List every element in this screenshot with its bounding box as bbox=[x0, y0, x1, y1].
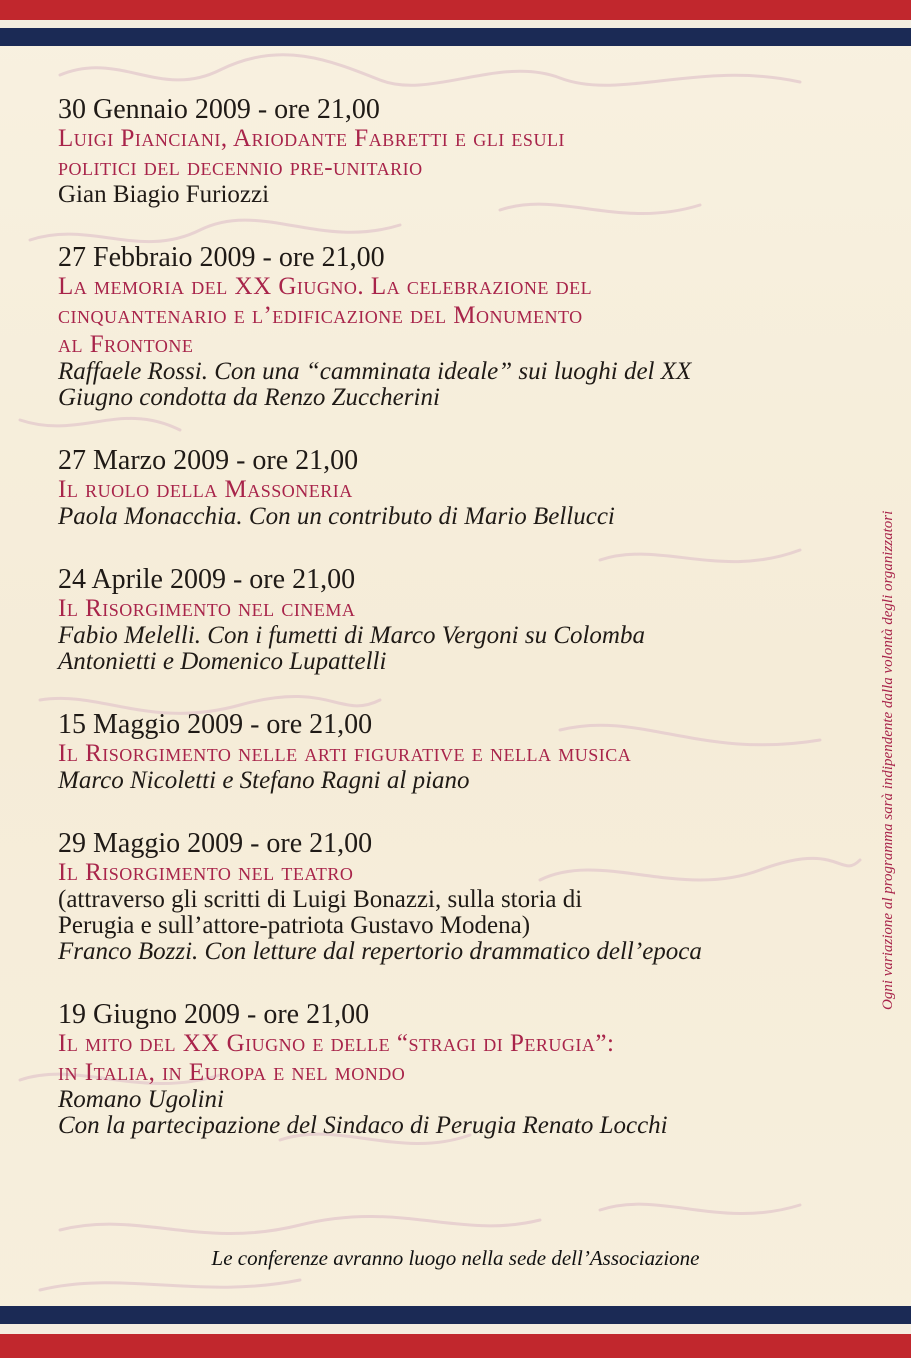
side-disclaimer: Ogni variazione al programma sarà indipendente dalla volontà degli organizzatori bbox=[880, 510, 896, 1010]
event-date: 27 Marzo 2009 - ore 21,00 bbox=[58, 445, 359, 476]
event-date: 15 Maggio 2009 - ore 21,00 bbox=[58, 709, 373, 740]
event-title: La memoria del XX Giugno. La celebrazione del cinquantenario e l’edificazione del Monumento al Frontone bbox=[58, 273, 593, 358]
event-1 bbox=[58, 96, 858, 208]
event-speaker: Raffaele Rossi. Con una “camminata ideale” sui luoghi del XX Giugno condotta da Renzo Zuccherini bbox=[58, 358, 692, 411]
event-title: Il Risorgimento nelle arti figurative e nella musica bbox=[58, 740, 632, 767]
event-7 bbox=[58, 1001, 858, 1139]
event-speaker: Romano Ugolini Con la partecipazione del Sindaco di Perugia Renato Locchi bbox=[58, 1086, 668, 1139]
event-speaker: Marco Nicoletti e Stefano Ragni al piano bbox=[58, 767, 470, 794]
event-date: 29 Maggio 2009 - ore 21,00 bbox=[58, 828, 373, 859]
venue-footer: Le conferenze avranno luogo nella sede dell’Associazione bbox=[211, 1246, 700, 1270]
event-5 bbox=[58, 711, 858, 794]
bottom-white-band bbox=[0, 1324, 911, 1334]
events-list bbox=[58, 96, 858, 1175]
event-date: 30 Gennaio 2009 - ore 21,00 bbox=[58, 94, 380, 125]
event-title: Il ruolo della Massoneria bbox=[58, 476, 353, 503]
bottom-red-band bbox=[0, 1334, 911, 1358]
bottom-navy-band bbox=[0, 1306, 911, 1324]
top-navy-band bbox=[0, 28, 911, 46]
event-date: 19 Giugno 2009 - ore 21,00 bbox=[58, 999, 370, 1030]
event-note: (attraverso gli scritti di Luigi Bonazzi, sulla storia di Perugia e sull’attore-patriota Gustavo Modena) bbox=[58, 886, 583, 939]
event-date: 27 Febbraio 2009 - ore 21,00 bbox=[58, 242, 385, 273]
event-speaker: Fabio Melelli. Con i fumetti di Marco Vergoni su Colomba Antonietti e Domenico Lupattelli bbox=[58, 622, 645, 675]
event-6 bbox=[58, 830, 858, 965]
top-white-band bbox=[0, 20, 911, 28]
event-date: 24 Aprile 2009 - ore 21,00 bbox=[58, 564, 356, 595]
event-4 bbox=[58, 566, 858, 675]
event-speaker: Gian Biagio Furiozzi bbox=[58, 181, 270, 208]
event-speaker: Paola Monacchia. Con un contributo di Mario Bellucci bbox=[58, 503, 615, 530]
event-title: Il mito del XX Giugno e delle “stragi di Perugia”: in Italia, in Europa e nel mondo bbox=[58, 1030, 615, 1086]
event-2 bbox=[58, 244, 858, 411]
top-red-band bbox=[0, 0, 911, 20]
event-speaker: Franco Bozzi. Con letture dal repertorio drammatico dell’epoca bbox=[58, 938, 702, 965]
event-title: Luigi Pianciani, Ariodante Fabretti e gli esuli politici del decennio pre-unitario bbox=[58, 125, 565, 181]
event-title: Il Risorgimento nel teatro bbox=[58, 859, 354, 886]
event-3 bbox=[58, 447, 858, 530]
event-title: Il Risorgimento nel cinema bbox=[58, 595, 356, 622]
